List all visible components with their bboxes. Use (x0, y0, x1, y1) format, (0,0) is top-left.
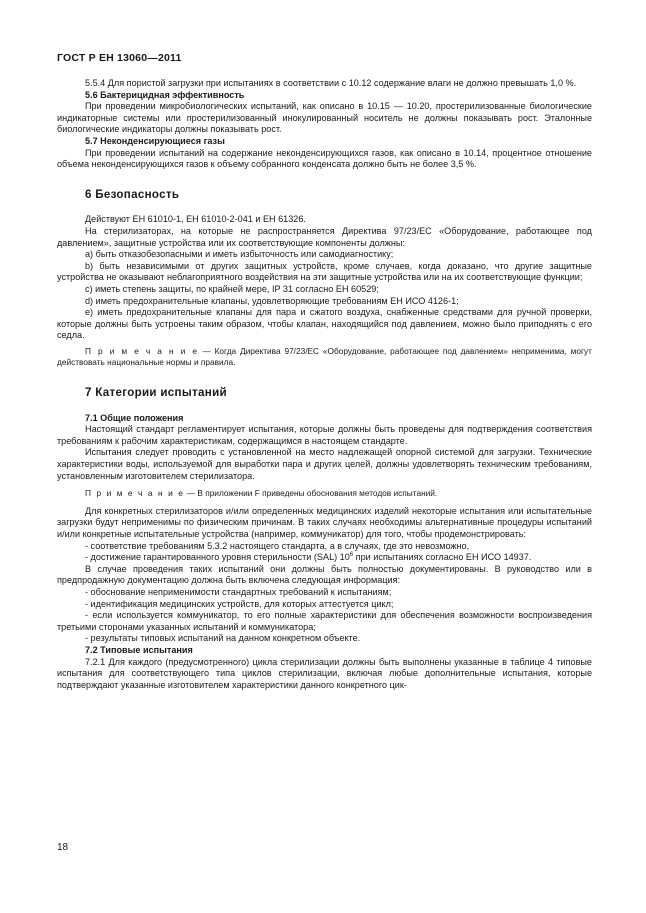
list-item-6-b: b) быть независимыми от других защитных устройств, кроме случаев, когда доказано, что другие защитные устройства не оказывают неблагоприятного воздействия на эти защитные устройства или на их соответствующие функции; (57, 260, 592, 283)
list-item-6-d: d) иметь предохранительные клапаны, удовлетворяющие требованиям ЕН ИСО 4126-1; (85, 295, 459, 306)
dash-item-1: - соответствие требованиям 5.3.2 настоящего стандарта, а в случаях, где это невозможно, (85, 540, 470, 551)
list-item-6-a: а) быть отказобезопасными и иметь избыточность или самодиагностику; (85, 249, 394, 260)
paragraph-7-1-3: Для конкретных стерилизаторов и/или определенных медицинских изделий некоторые испытания или испытательные загрузки будут неприменимы по физическим причинам. В таких случаях необходимы альтернативные процедуры испытаний и/или конкретные испытательные устройства (например, коммуникатор) для того, чтобы продемонстрировать: (57, 505, 592, 539)
dash-item-2-text-end: при испытаниях согласно ЕН ИСО 14937. (353, 552, 532, 563)
list-item-6-c: с) иметь степень защиты, по крайней мере, IP 31 согласно ЕН 60529; (85, 283, 379, 294)
paragraph-5-5-4: 5.5.4 Для пористой загрузки при испытаниях в соответствии с 10.12 содержание влаги не должно превышать 1,0 %. (85, 78, 577, 88)
superscript: 6 (349, 552, 354, 559)
list-item-7-4: - результаты типовых испытаний на данном конкретном объекте. (85, 633, 361, 644)
paragraph-7-1-4: В случае проведения таких испытаний они должны быть полностью документированы. В руководство или в предпродажную документацию должна быть включена следующая информация: (57, 563, 592, 586)
paragraph-5-7: При проведении испытаний на содержание неконденсирующихся газов, как описано в 10.14, процентное отношение объема неконденсирующихся газов к объему собранного конденсата должно быть не более 3,5 %. (57, 147, 592, 170)
list-item-6-e: е) иметь предохранительные клапаны для пара и сжатого воздуха, снабженные средствами для ручной проверки, которые должны быть устроены таким образом, чтобы клапан, находящийся под давлением, можно было приподнять с его седла. (57, 307, 592, 341)
note-label: П р и м е ч а н и е (85, 488, 185, 499)
paragraph-7-2-1: 7.2.1 Для каждого (предусмотренного) цикла стерилизации должны быть выполнены указанные в таблице 4 типовые испытания для соответствующего типа циклов стерилизации, включая любые дополнительные испытания, которые подтверждают указанные изготовителем характеристики данного конкретного цик- (57, 656, 592, 690)
note-6 (57, 346, 592, 369)
note-label: П р и м е ч а н и е (85, 345, 199, 356)
section-heading-7: 7 Категории испытаний (85, 386, 227, 400)
paragraph-5-6: При проведении микробиологических испытаний, как описано в 10.15 — 10.20, простерилизованные биологические индикаторные системы или простерилизованный инокулированный носитель не должны показывать рост. Эталонные биологические индикаторы должны показывать рост. (57, 101, 592, 135)
paragraph-7-1-2: Испытания следует проводить с установленной на место надлежащей опорной системой для загрузки. Технические характеристики воды, используемой для выработки пара и других целей, должны удовлетворять техническим требованиям, установленным изготовителем стерилизатора. (57, 447, 592, 481)
note-text: — В приложении F приведены обоснования методов испытаний. (184, 488, 438, 499)
heading-7-1: 7.1 Общие положения (85, 412, 184, 423)
list-item-7-2: - идентификация медицинских устройств, для которых аттестуется цикл; (85, 598, 394, 609)
document-header: ГОСТ Р ЕН 13060—2011 (57, 52, 182, 64)
heading-5-6: 5.6 Бактерицидная эффективность (85, 89, 245, 100)
heading-5-7: 5.7 Неконденсирующиеся газы (85, 135, 225, 146)
paragraph-6-1: Действуют ЕН 61010-1, ЕН 61010-2-041 и ЕН 61326. (85, 214, 306, 225)
dash-item-2-text: - достижение гарантированного уровня стерильности (SAL) 10 (85, 552, 350, 563)
section-heading-6: 6 Безопасность (85, 187, 180, 201)
list-item-7-3: - если используется коммуникатор, то его полные характеристики для обеспечения возможности воспроизведения третьими сторонами указанных испытаний и коммуникатора; (57, 610, 592, 632)
heading-7-2: 7.2 Типовые испытания (85, 644, 193, 655)
document-body (57, 78, 592, 691)
paragraph-6-2: На стерилизаторах, на которые не распространяется Директива 97/23/ЕС «Оборудование, работающее под давлением», защитные устройства или их соответствующие компоненты должны: (57, 225, 592, 248)
page-number: 18 (57, 842, 69, 853)
paragraph-7-1-1: Настоящий стандарт регламентирует испытания, которые должны быть проведены для подтверждения соответствия требованиям к рабочим характеристикам, содержащимся в настоящем стандарте. (57, 424, 592, 446)
note-7 (57, 488, 592, 500)
note-text: — Когда Директива 97/23/ЕС «Оборудование, работающее под давлением» неприменима, могут действовать национальные нормы и правила. (57, 345, 592, 368)
list-item-7-1: - обоснование неприменимости стандартных требований к испытаниям; (85, 586, 392, 597)
dash-item-2 (57, 552, 592, 564)
